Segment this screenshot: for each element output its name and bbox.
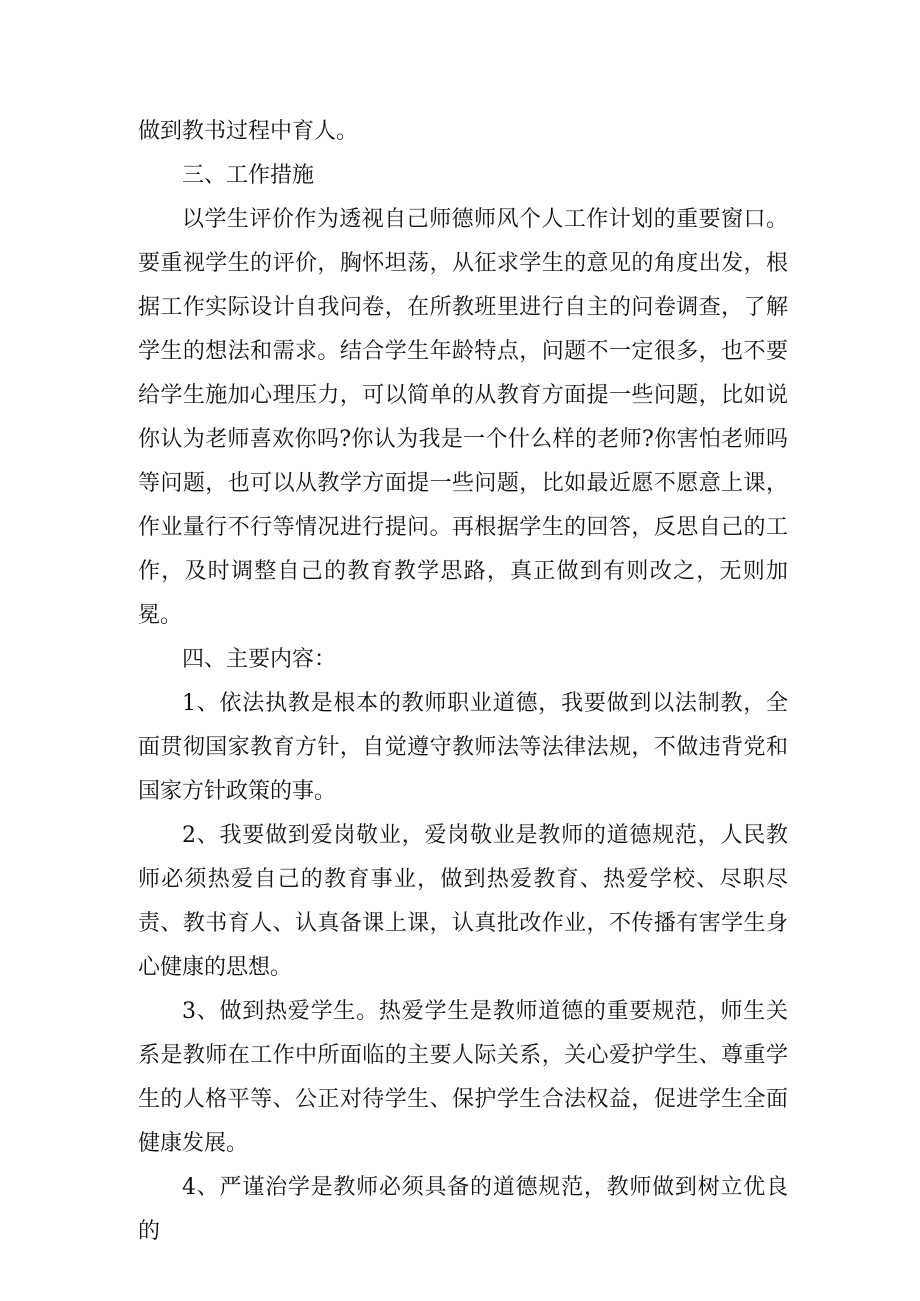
paragraph-item-3: 3、做到热爱学生。热爱学生是教师道德的重要规范，师生关系是教师在工作中所面临的主要人际关系，关心爱护学生、尊重学生的人格平等、公正对待学生、保护学生合法权益，促进学生全面健康发展。: [138, 999, 788, 1156]
paragraph-item-4: 4、严谨治学是教师必须具备的道德规范，教师做到树立优良的: [138, 1175, 788, 1244]
section-heading-work-measures: 三、工作措施: [182, 163, 315, 188]
paragraph-continuation: 做到教书过程中育人。: [138, 119, 359, 144]
paragraph-item-1: 1、依法执教是根本的教师职业道德，我要做到以法制教，全面贯彻国家教育方针，自觉遵守教师法等法律法规，不做违背党和国家方针政策的事。: [138, 691, 788, 804]
paragraph-student-evaluation: 以学生评价作为透视自己师德师风个人工作计划的重要窗口。要重视学生的评价，胸怀坦荡，从征求学生的意见的角度出发，根据工作实际设计自我问卷，在所教班里进行自主的问卷调查，了解学生的想法和需求。结合学生年龄特点，问题不一定很多，也不要给学生施加心理压力，可以简单的从教育方面提一些问题，比如说你认为老师喜欢你吗?你认为我是一个什么样的老师?你害怕老师吗等问题，也可以从教学方面提一些问题，比如最近愿不愿意上课，作业量行不行等情况进行提问。再根据学生的回答，反思自己的工作，及时调整自己的教育教学思路，真正做到有则改之，无则加冕。: [138, 207, 788, 628]
document-body: [138, 110, 788, 1254]
section-heading-main-content: 四、主要内容：: [182, 647, 337, 672]
paragraph-item-2: 2、我要做到爱岗敬业，爱岗敬业是教师的道德规范，人民教师必须热爱自己的教育事业，做到热爱教育、热爱学校、尽职尽责、教书育人、认真备课上课，认真批改作业，不传播有害学生身心健康的思想。: [138, 823, 788, 980]
